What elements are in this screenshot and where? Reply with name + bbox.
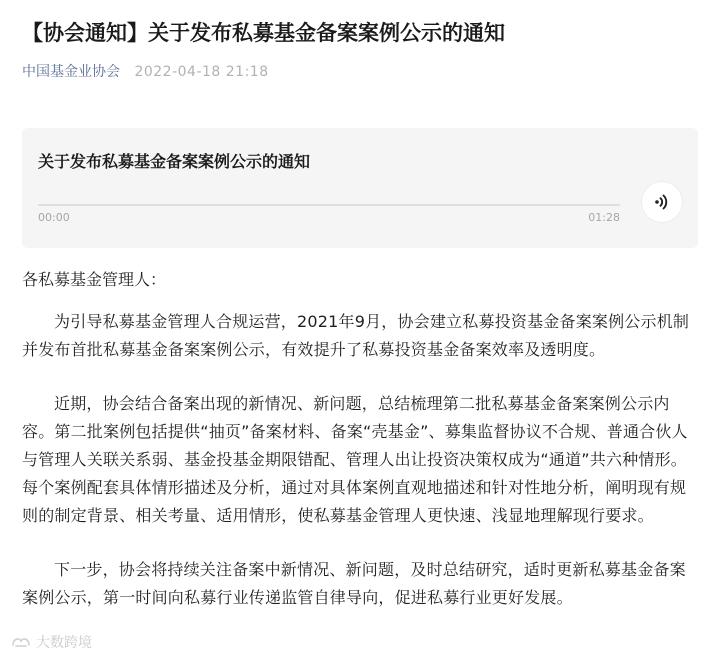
article-meta [22,62,269,82]
article-body [22,266,698,638]
audio-wave-icon [652,192,672,212]
audio-title: 关于发布私募基金备案案例公示的通知 [38,152,311,171]
watermark-text: 大数跨境 [36,635,92,651]
logo-icon [10,634,32,650]
greeting: 各私募基金管理人： [22,270,167,289]
audio-current-time: 00:00 [38,211,70,224]
audio-duration: 01:28 [588,211,620,224]
account-name-link[interactable]: 中国基金业协会 [22,64,120,80]
audio-play-button[interactable] [642,182,682,222]
publish-time: 2022-04-18 21:18 [134,64,269,80]
paragraph: 为引导私募基金管理人合规运营，2021年9月，协会建立私募投资基金备案案例公示机制并发布首批私募基金备案案例公示，有效提升了私募投资基金备案效率及透明度。 [22,312,690,359]
paragraph: 下一步，协会将持续关注备案中新情况、新问题，及时总结研究，适时更新私募基金备案案例公示，第一时间向私募行业传递监管自律导向，促进私募行业更好发展。 [22,560,686,607]
watermark [10,632,92,652]
audio-player-card[interactable] [22,128,698,248]
article-title: 【协会通知】关于发布私募基金备案案例公示的通知 [22,21,505,45]
audio-progress-bar[interactable] [38,204,620,206]
paragraph: 近期，协会结合备案出现的新情况、新问题，总结梳理第二批私募基金备案案例公示内容。第二批案例包括提供“抽页”备案材料、备案“壳基金”、募集监督协议不合规、普通合伙人与管理人关联关系弱、基金投基金期限错配、管理人出让投资决策权成为“通道”共六种情形。每个案例配套具体情形描述及分析，通过对具体案例直观地描述和针对性地分析，阐明现有规则的制定背景、相关考量、适用情形，使私募基金管理人更快速、浅显地理解现行要求。 [22,394,688,525]
